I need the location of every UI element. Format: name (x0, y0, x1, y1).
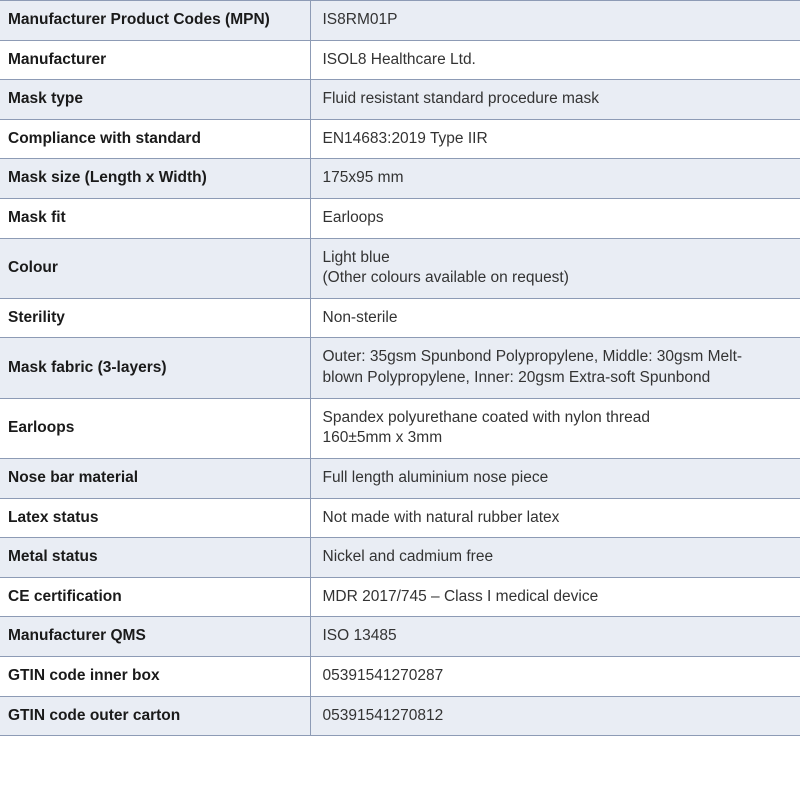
spec-label: Sterility (0, 298, 310, 338)
spec-label: Nose bar material (0, 458, 310, 498)
spec-value-line: Spandex polyurethane coated with nylon thread (322, 408, 650, 426)
spec-label: Manufacturer (0, 40, 310, 80)
table-row (0, 298, 800, 338)
table-row (0, 617, 800, 657)
spec-value-line: 05391541270812 (322, 706, 444, 724)
spec-label: Compliance with standard (0, 119, 310, 159)
spec-value (310, 538, 800, 578)
spec-value-line: ISOL8 Healthcare Ltd. (322, 50, 476, 68)
table-row (0, 159, 800, 199)
table-row (0, 80, 800, 120)
spec-value (310, 1, 800, 41)
table-row (0, 656, 800, 696)
spec-value-line: Outer: 35gsm Spunbond Polypropylene, Middle: 30gsm Melt- (322, 348, 743, 366)
spec-value (310, 656, 800, 696)
spec-value (310, 298, 800, 338)
spec-value (310, 40, 800, 80)
spec-label: Mask fabric (3-layers) (0, 338, 310, 398)
spec-value-line: Light blue (322, 248, 390, 266)
spec-label: Earloops (0, 398, 310, 458)
spec-value-line: Not made with natural rubber latex (322, 508, 560, 526)
spec-value (310, 398, 800, 458)
spec-label: Manufacturer Product Codes (MPN) (0, 1, 310, 41)
spec-value-line: Earloops (322, 209, 384, 227)
table-row (0, 577, 800, 617)
table-row (0, 338, 800, 398)
spec-label: GTIN code outer carton (0, 696, 310, 736)
spec-label: Colour (0, 238, 310, 298)
spec-label: Manufacturer QMS (0, 617, 310, 657)
spec-value (310, 577, 800, 617)
spec-value-line: 160±5mm x 3mm (322, 429, 443, 447)
table-row (0, 1, 800, 41)
table-body (0, 1, 800, 736)
spec-value-line: Full length aluminium nose piece (322, 468, 549, 486)
spec-label: GTIN code inner box (0, 656, 310, 696)
table-row (0, 199, 800, 239)
spec-label: Mask type (0, 80, 310, 120)
spec-value-line: Nickel and cadmium free (322, 548, 494, 566)
table-row (0, 696, 800, 736)
spec-value-line: blown Polypropylene, Inner: 20gsm Extra-soft Spunbond (322, 369, 711, 387)
spec-value (310, 80, 800, 120)
spec-value (310, 458, 800, 498)
spec-value (310, 498, 800, 538)
spec-value (310, 119, 800, 159)
spec-label: CE certification (0, 577, 310, 617)
table-row (0, 538, 800, 578)
spec-value-line: IS8RM01P (322, 11, 398, 28)
spec-value-line: (Other colours available on request) (322, 269, 569, 287)
table-row (0, 398, 800, 458)
spec-value (310, 338, 800, 398)
spec-value (310, 199, 800, 239)
table-row (0, 238, 800, 298)
spec-value (310, 617, 800, 657)
table-row (0, 458, 800, 498)
spec-value-line: ISO 13485 (322, 627, 397, 645)
table-row (0, 498, 800, 538)
spec-value-line: EN14683:2019 Type IIR (322, 129, 488, 147)
spec-value (310, 696, 800, 736)
spec-value (310, 159, 800, 199)
spec-value-line: Non-sterile (322, 308, 398, 326)
spec-value-line: MDR 2017/745 – Class I medical device (322, 587, 599, 605)
spec-value-line: 05391541270287 (322, 666, 444, 684)
spec-label: Mask fit (0, 199, 310, 239)
spec-value (310, 238, 800, 298)
table-row (0, 119, 800, 159)
spec-label: Mask size (Length x Width) (0, 159, 310, 199)
table-row (0, 40, 800, 80)
spec-label: Metal status (0, 538, 310, 578)
spec-value-line: 175x95 mm (322, 169, 404, 187)
spec-value-line: Fluid resistant standard procedure mask (322, 90, 600, 108)
spec-label: Latex status (0, 498, 310, 538)
